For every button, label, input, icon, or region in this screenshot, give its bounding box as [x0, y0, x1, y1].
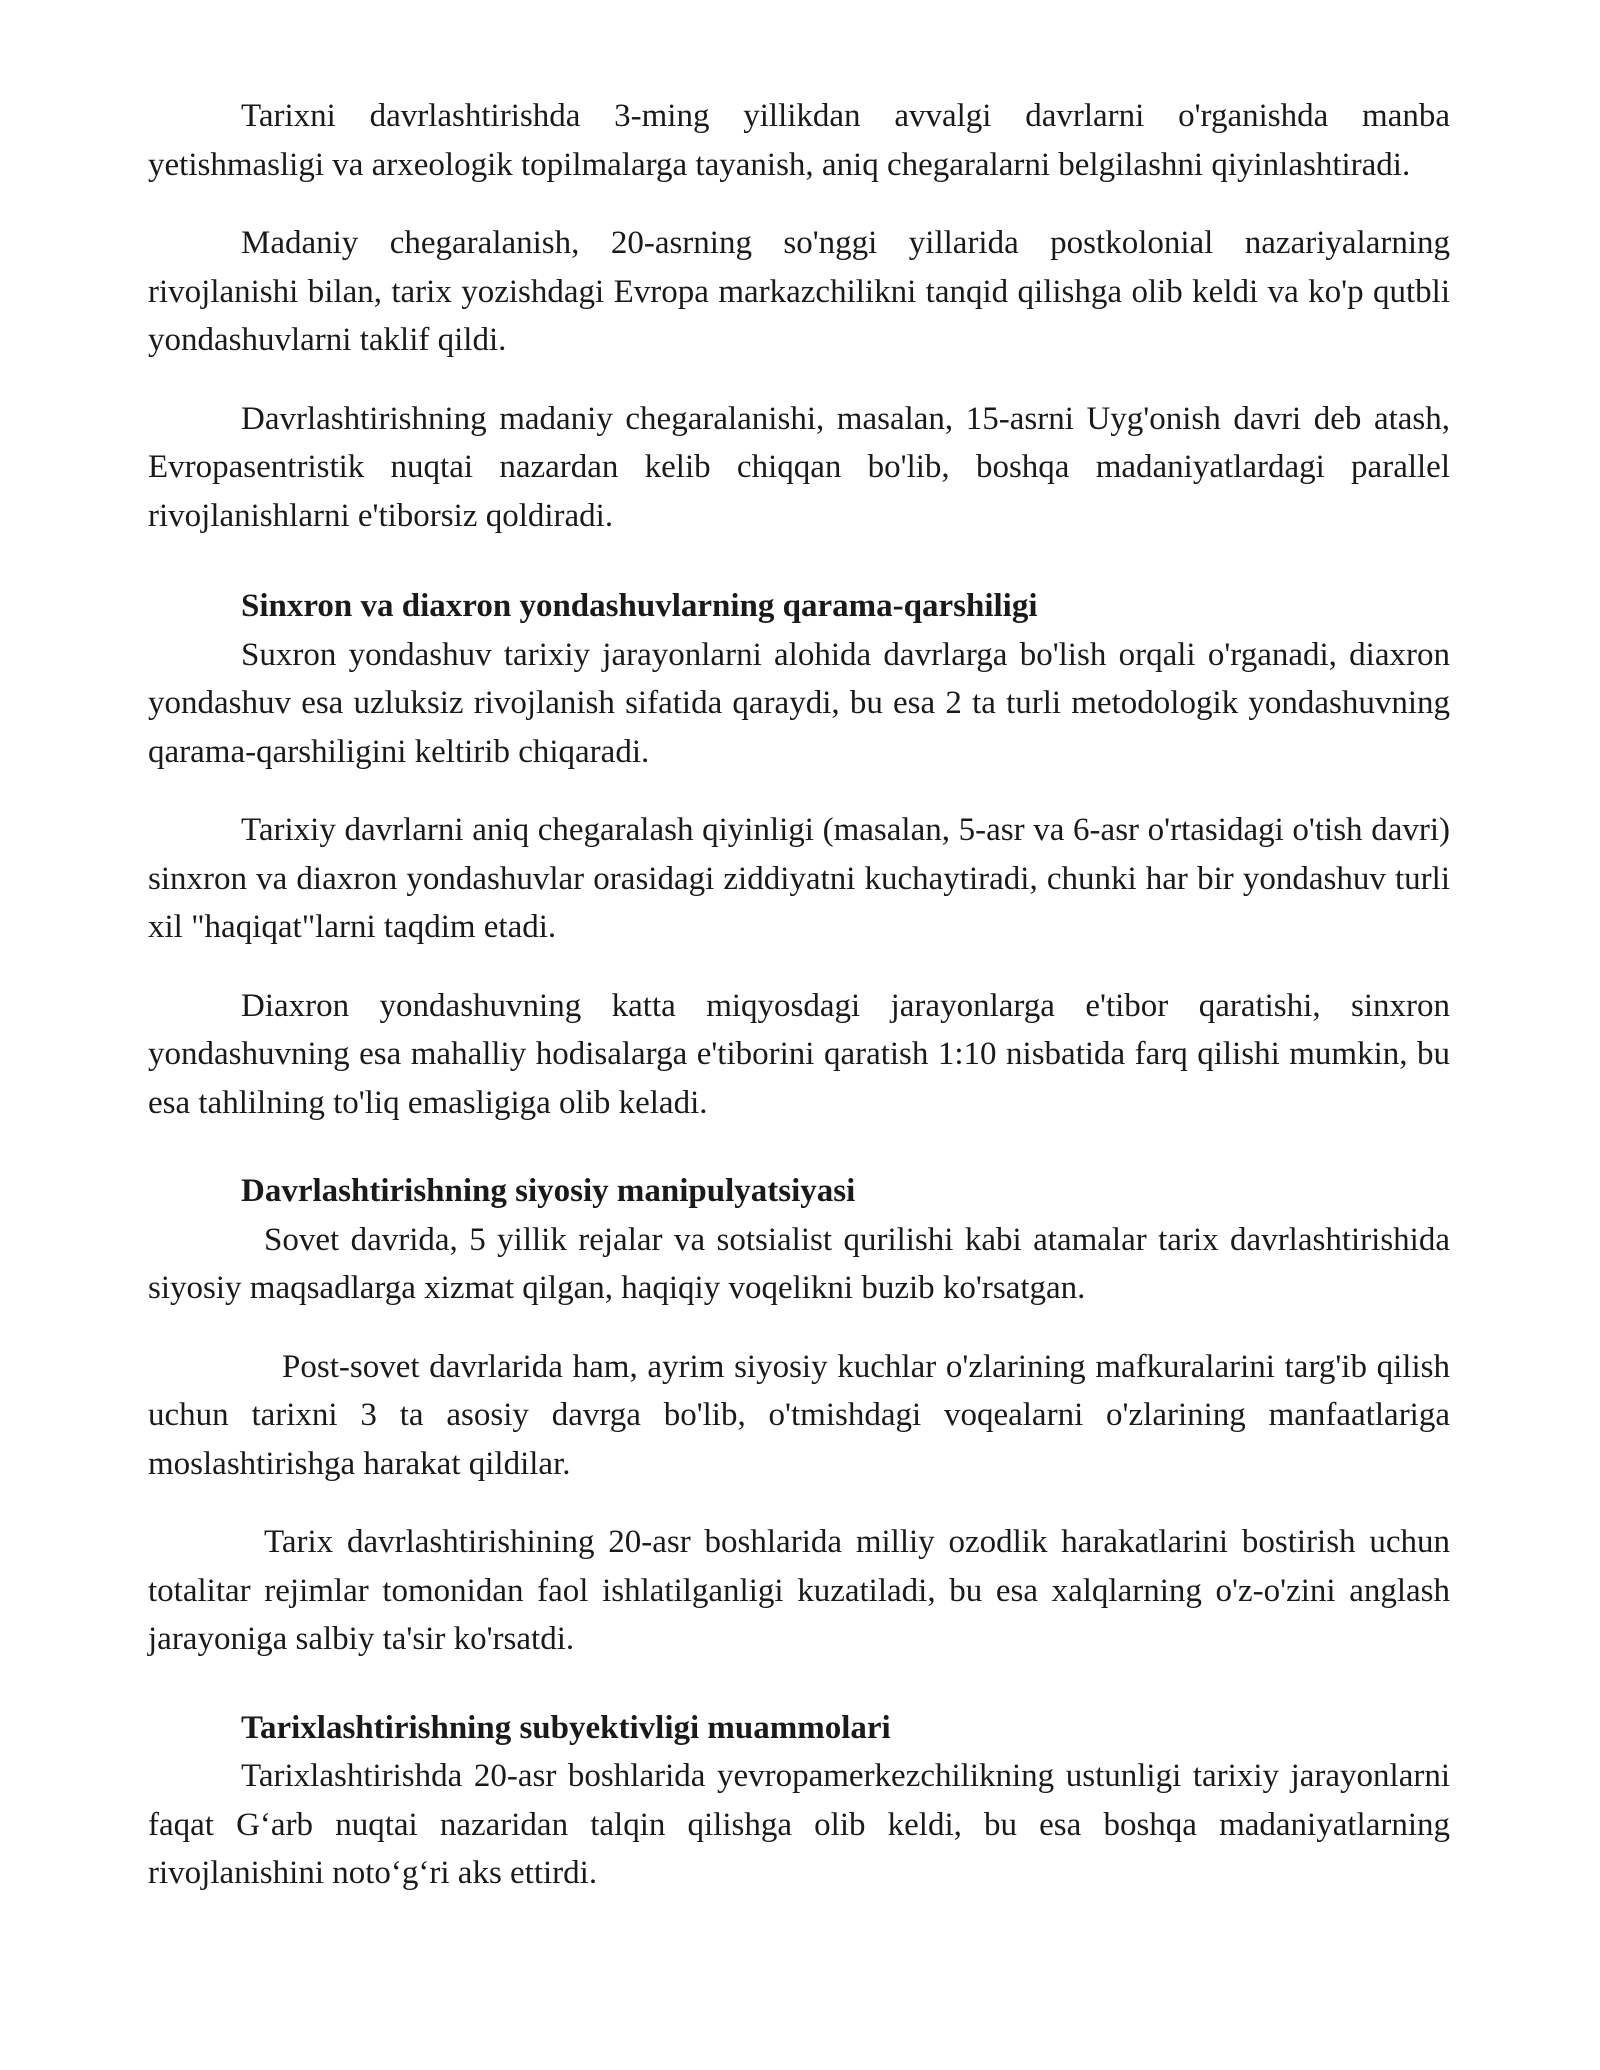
paragraph: Davrlashtirishning madaniy chegaralanishi, masalan, 15-asrni Uyg'onish davri deb atash, Evropasentristik nuqtai nazardan kelib chiqqan bo'lib, boshqa madaniyatlardagi parallel rivojlanishlarni e'tiborsiz qoldiradi.: [148, 400, 1450, 534]
section-heading: Davrlashtirishning siyosiy manipulyatsiyasi: [241, 1173, 856, 1209]
paragraph: Tarixlashtirishda 20-asr boshlarida yevropamerkezchilikning ustunligi tarixiy jarayonlarni faqat G‘arb nuqtai nazaridan talqin qilishga olib keldi, bu esa boshqa madaniyatlarning rivojlanishini noto‘g‘ri aks ettirdi.: [148, 1758, 1450, 1891]
document-page: [148, 92, 1450, 1928]
section-heading: Sinxron va diaxron yondashuvlarning qarama-qarshiligi: [241, 588, 1038, 624]
paragraph: Sovet davrida, 5 yillik rejalar va sotsialist qurilishi kabi atamalar tarix davrlashtirishida siyosiy maqsadlarga xizmat qilgan, haqiqiy voqelikni buzib ko'rsatgan.: [148, 1221, 1450, 1306]
paragraph: Suxron yondashuv tarixiy jarayonlarni alohida davrlarga bo'lish orqali o'rganadi, diaxron yondashuv esa uzluksiz rivojlanish sifatida qaraydi, bu esa 2 ta turli metodologik yondashuvning qarama-qarshiligini keltirib chiqaradi.: [148, 636, 1450, 770]
paragraph: Tarix davrlashtirishining 20-asr boshlarida milliy ozodlik harakatlarini bostirish uchun totalitar rejimlar tomonidan faol ishlatilganligi kuzatiladi, bu esa xalqlarning o'z-o'zini anglash jarayoniga salbiy ta'sir ko'rsatdi.: [148, 1524, 1450, 1657]
paragraph: Tarixiy davrlarni aniq chegaralash qiyinligi (masalan, 5-asr va 6-asr o'rtasidagi o'tish davri) sinxron va diaxron yondashuvlar orasidagi ziddiyatni kuchaytiradi, chunki har bir yondashuv turli xil "haqiqat"larni taqdim etadi.: [148, 812, 1450, 945]
paragraph: Madaniy chegaralanish, 20-asrning so'nggi yillarida postkolonial nazariyalarning rivojlanishi bilan, tarix yozishdagi Evropa markazchilikni tanqid qilishga olib keldi va ko'p qutbli yondashuvlarni taklif qildi.: [148, 225, 1450, 358]
paragraph: Diaxron yondashuvning katta miqyosdagi jarayonlarga e'tibor qaratishi, sinxron yondashuvning esa mahalliy hodisalarga e'tiborini qaratish 1:10 nisbatida farq qilishi mumkin, bu esa tahlilning to'liq emasligiga olib keladi.: [148, 987, 1450, 1121]
paragraph: Tarixni davrlashtirishda 3-ming yillikdan avvalgi davrlarni o'rganishda manba yetishmasligi va arxeologik topilmalarga tayanish, aniq chegaralarni belgilashni qiyinlashtiradi.: [148, 98, 1450, 183]
section-heading: Tarixlashtirishning subyektivligi muammolari: [241, 1709, 891, 1746]
paragraph: Post-sovet davrlarida ham, ayrim siyosiy kuchlar o'zlarining mafkuralarini targ'ib qilish uchun tarixni 3 ta asosiy davrga bo'lib, o'tmishdagi voqealarni o'zlarining manfaatlariga moslashtirishga harakat qildilar.: [148, 1348, 1450, 1482]
